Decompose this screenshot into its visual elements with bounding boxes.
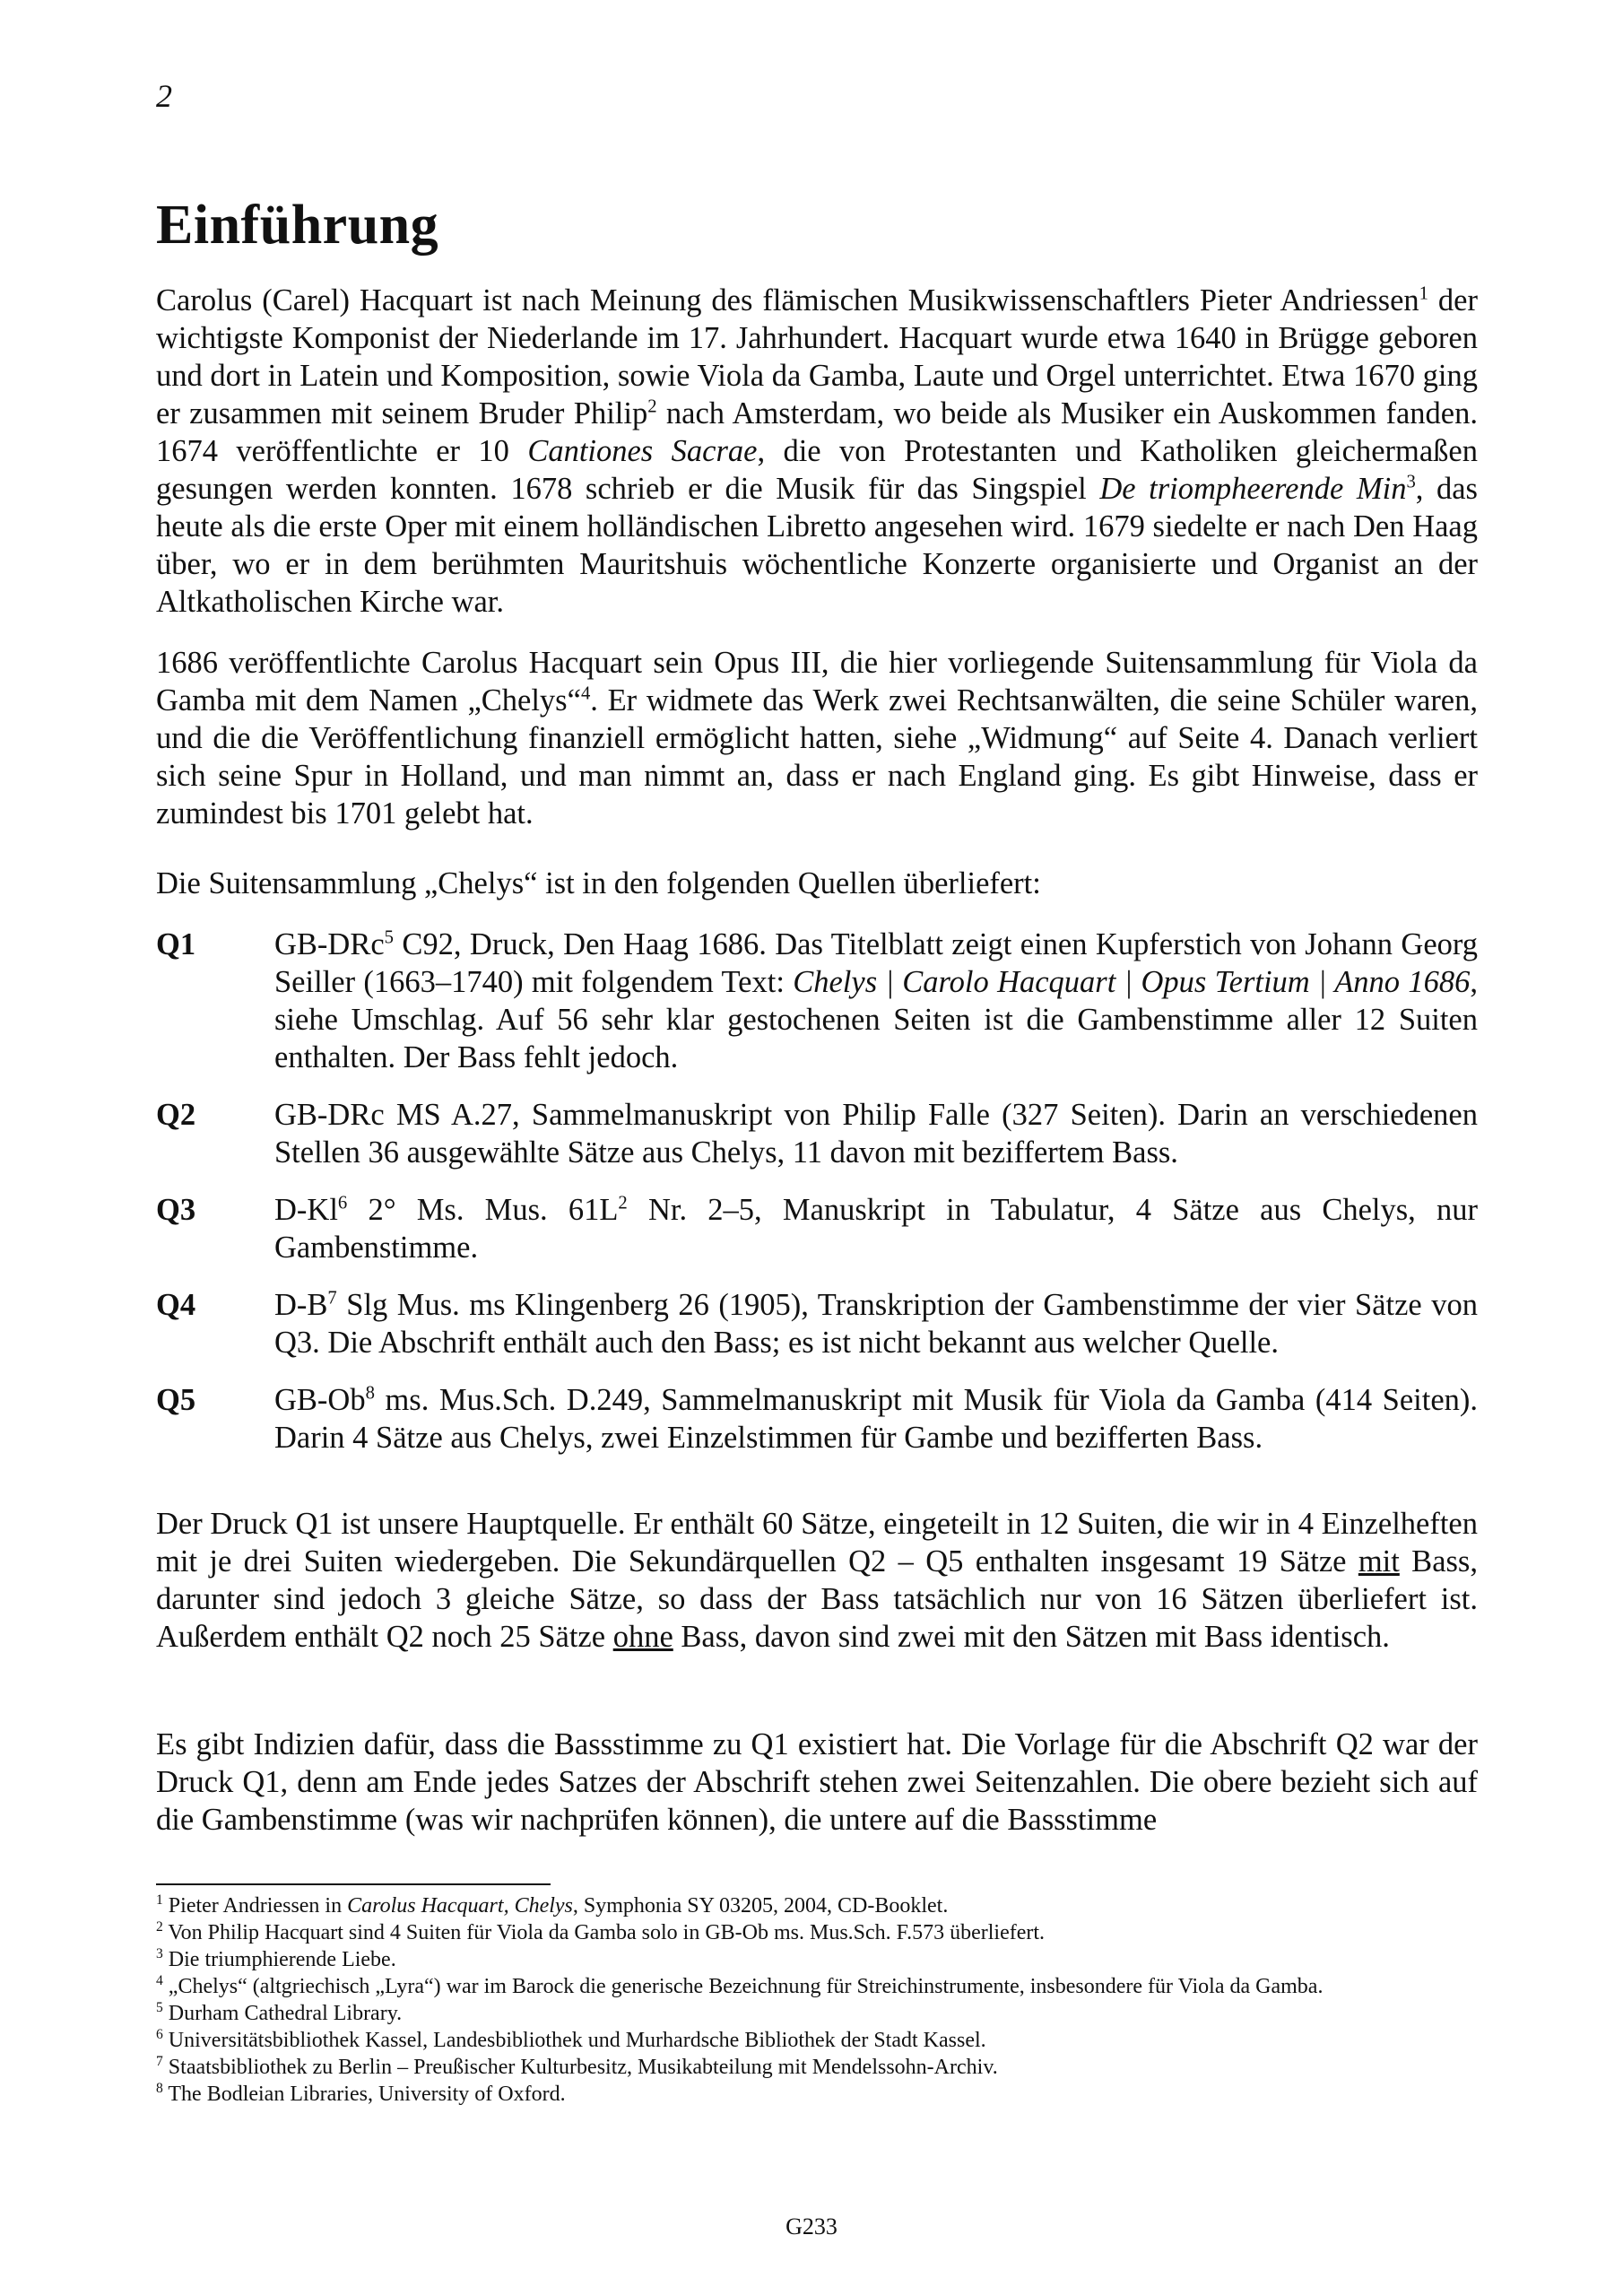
footnote-2: $^2$ Von Philip Hacquart sind 4 Suiten für Viola da Gamba solo in GB-Ob ms. Mus.Sch. F.573 überliefert. bbox=[156, 1919, 1046, 1944]
footnote-1: $^1$ Pieter Andriessen in Carolus Hacquart, Chelys, Symphonia SY 03205, 2004, CD-Booklet. bbox=[156, 1892, 949, 1918]
footnote-7: $^7$ Staatsbibliothek zu Berlin – Preußischer Kulturbesitz, Musikabteilung mit Mendelssohn-Archiv. bbox=[156, 2054, 998, 2079]
footnote-ref-1[interactable]: 1 bbox=[1419, 283, 1428, 304]
page-number: 2 bbox=[156, 78, 172, 114]
footnote-ref-7[interactable]: 7 bbox=[327, 1288, 337, 1309]
paragraph-2: 1686 veröffentlichte Carolus Hacquart sein Opus III, die hier vorliegende Suitensammlung für Viola da Gamba mit dem Namen „Chelys“$^4$. Er widmete das Werk zwei Rechtsanwälten, die seine Schüler waren, und die die Veröffentlichung finanziell ermöglicht hatten, siehe „Widmung“ auf Seite 4. Danach verliert sich seine Spur in Holland, und man nimmt an, dass er nach England ging. Es gibt Hinweise, dass er zumindest bis 1701 gelebt hat. bbox=[156, 646, 1478, 831]
footnote-3: $^3$ Die triumphierende Liebe. bbox=[156, 1946, 396, 1971]
source-list bbox=[156, 926, 1478, 1476]
document-code: G233 bbox=[785, 2213, 838, 2239]
footnote-5: $^5$ Durham Cathedral Library. bbox=[156, 2000, 403, 2025]
source-item-q4 bbox=[156, 1286, 1478, 1361]
source-item-q3 bbox=[156, 1191, 1478, 1266]
footnote-4: $^4$ „Chelys“ (altgriechisch „Lyra“) war im Barock die generische Bezeichnung für Streichinstrumente, insbesondere für Viola da Gamba. bbox=[156, 1973, 1324, 1998]
footnote-ref-6[interactable]: 6 bbox=[337, 1193, 348, 1213]
footnote-ref-4[interactable]: 4 bbox=[580, 683, 591, 704]
source-key: Q4 bbox=[156, 1288, 196, 1322]
source-description: GB-DRc$^5$ C92, Druck, Den Haag 1686. Das Titelblatt zeigt einen Kupferstich von Johann Georg Seiller (1663–1740) mit folgendem Text: Chelys | Carolo Hacquart | Opus Tertium | Anno 1686, siehe Umschlag. Auf 56 sehr klar gestochenen Seiten ist die Gambenstimme aller 12 Suiten enthalten. Der Bass fehlt jedoch. bbox=[274, 927, 1478, 1074]
source-key: Q5 bbox=[156, 1383, 196, 1417]
source-description: D-Kl$^6$ 2° Ms. Mus. $61L^2$ Nr. 2–5, Manuskript in Tabulatur, 4 Sätze aus Chelys, nur Gambenstimme. bbox=[274, 1193, 1478, 1265]
footnote-divider bbox=[156, 1883, 551, 1885]
source-item-q5 bbox=[156, 1381, 1478, 1457]
paragraph-1: Carolus (Carel) Hacquart ist nach Meinung des flämischen Musikwissenschaftlers Pieter Andriessen$^1$ der wichtigste Komponist der Niederlande im 17. Jahrhundert. Hacquart wurde etwa 1640 in Brügge geboren und dort in Latein und Komposition, sowie Viola da Gamba, Laute und Orgel unterrichtet. Etwa 1670 ging er zusammen mit seinem Bruder Philip$^2$ nach Amsterdam, wo beide als Musiker ein Auskommen fanden. 1674 veröffentlichte er 10 Cantiones Sacrae, die von Protestanten und Katholiken gleichermaßen gesungen werden konnten. 1678 schrieb er die Musik für das Singspiel De triompheerende Min$^3$, das heute als die erste Oper mit einem holländischen Libretto angesehen wird. 1679 siedelte er nach Den Haag über, wo er in dem berühmten Mauritshuis wöchentliche Konzerte organisierte und Organist an der Altkatholischen Kirche war. bbox=[156, 283, 1478, 619]
source-description: GB-DRc MS A.27, Sammelmanuskript von Philip Falle (327 Seiten). Darin an verschiedenen Stellen 36 ausgewählte Sätze aus Chelys, 11 davon mit beziffertem Bass. bbox=[274, 1098, 1478, 1170]
paragraph-3: Die Suitensammlung „Chelys“ ist in den folgenden Quellen überliefert: bbox=[156, 866, 1041, 900]
superscript: 2 bbox=[618, 1193, 628, 1213]
footnote-ref-2[interactable]: 2 bbox=[647, 396, 657, 417]
paragraph-4: Der Druck Q1 ist unsere Hauptquelle. Er enthält 60 Sätze, eingeteilt in 12 Suiten, die wir in 4 Einzelheften mit je drei Suiten wiedergeben. Die Sekundärquellen Q2 – Q5 enthalten insgesamt 19 Sätze mit Bass, darunter sind jedoch 3 gleiche Sätze, so dass der Bass tatsächlich nur von 16 Sätzen überliefert ist. Außerdem enthält Q2 noch 25 Sätze ohne Bass, davon sind zwei mit den Sätzen mit Bass identisch. bbox=[156, 1507, 1478, 1654]
source-description: GB-Ob$^8$ ms. Mus.Sch. D.249, Sammelmanuskript mit Musik für Viola da Gamba (414 Seiten). Darin 4 Sätze aus Chelys, zwei Einzelstimmen für Gambe und bezifferten Bass. bbox=[274, 1383, 1478, 1455]
source-key: Q3 bbox=[156, 1193, 196, 1227]
footnote-6: $^6$ Universitätsbibliothek Kassel, Landesbibliothek und Murhardsche Bibliothek der Stadt Kassel. bbox=[156, 2027, 986, 2052]
source-description: $D-B^7$ Slg Mus. ms Klingenberg 26 (1905), Transkription der Gambenstimme der vier Sätze von Q3. Die Abschrift enthält auch den Bass; es ist nicht bekannt aus welcher Quelle. bbox=[274, 1288, 1478, 1360]
source-item-q1 bbox=[156, 926, 1478, 1076]
underlined-word: ohne bbox=[612, 1620, 673, 1654]
paragraph-5: Es gibt Indizien dafür, dass die Bassstimme zu Q1 existiert hat. Die Vorlage für die Abschrift Q2 war der Druck Q1, denn am Ende jedes Satzes der Abschrift stehen zwei Seitenzahlen. Die obere bezieht sich auf die Gambenstimme (was wir nachprüfen können), die untere auf die Bassstimme bbox=[156, 1727, 1478, 1837]
source-key: Q2 bbox=[156, 1098, 196, 1132]
footnotes bbox=[156, 1892, 1478, 2108]
source-item-q2 bbox=[156, 1096, 1478, 1171]
page-title: Einführung bbox=[156, 195, 439, 256]
footnote-ref-3[interactable]: 3 bbox=[1406, 472, 1416, 492]
footnote-ref-8[interactable]: 8 bbox=[365, 1383, 375, 1404]
footnote-8: $^8$ The Bodleian Libraries, University of Oxford. bbox=[156, 2081, 566, 2106]
footnote-ref-5[interactable]: 5 bbox=[384, 927, 394, 948]
underlined-word: mit bbox=[1358, 1544, 1400, 1578]
source-key: Q1 bbox=[156, 927, 196, 961]
